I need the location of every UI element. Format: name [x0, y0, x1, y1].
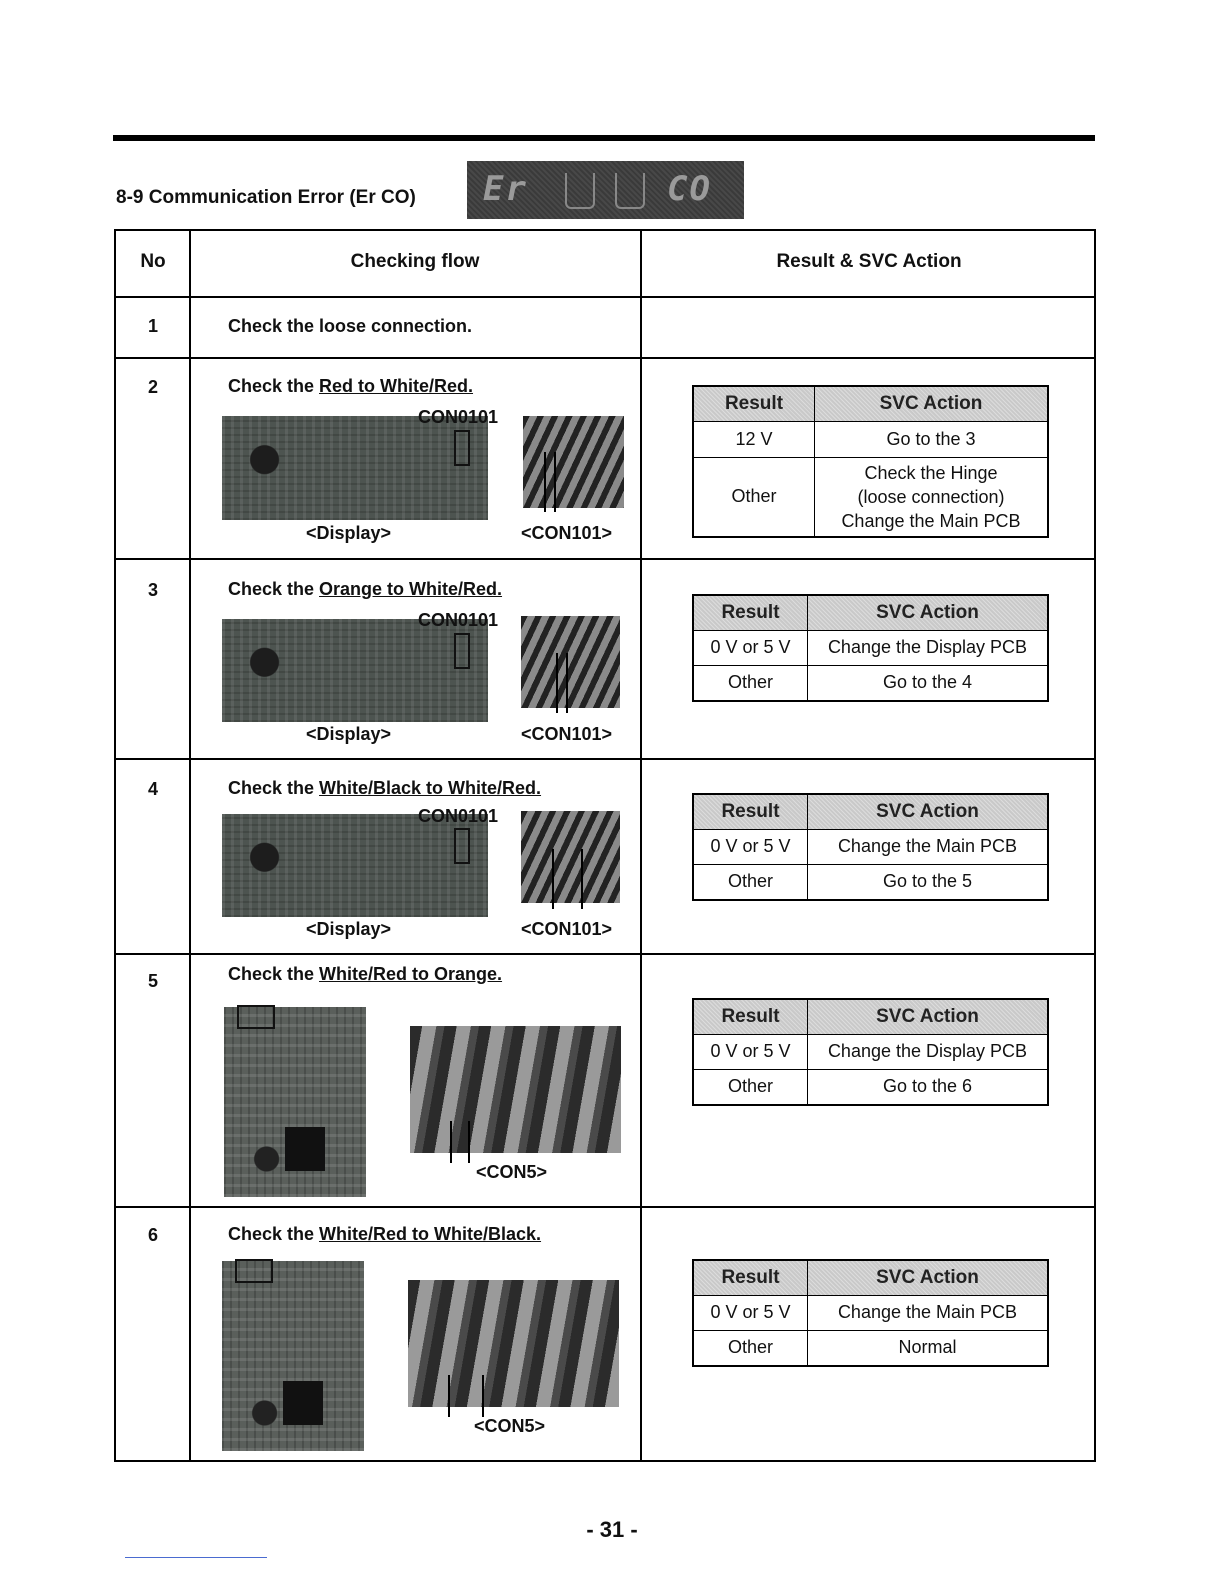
row-5-instruction: Check the White/Red to Orange.: [228, 964, 503, 984]
result-table-4: [692, 793, 1049, 901]
connector-highlight: [454, 430, 470, 466]
error-display-image: [467, 161, 744, 219]
display-caption: <Display>: [306, 523, 392, 543]
row-3-number: 3: [147, 580, 158, 600]
header-checking-flow: Checking flow: [350, 251, 480, 272]
result-head: Result: [693, 1260, 808, 1295]
action-value: Normal: [808, 1330, 1049, 1366]
row-4-instruction: Check the White/Black to White/Red.: [228, 778, 542, 798]
row-1-instruction: Check the loose connection.: [228, 316, 473, 336]
action-value: Change the Main PCB: [808, 829, 1049, 864]
ice-cup-icon: [615, 173, 645, 209]
display-code-right: CO: [667, 169, 712, 209]
action-value: Change the Main PCB: [808, 1295, 1049, 1330]
result-table-2: [692, 385, 1049, 538]
con5-photo: [410, 1026, 621, 1153]
action-value: Go to the 4: [808, 665, 1049, 701]
con0101-label: CON0101: [418, 610, 499, 630]
con101-caption: <CON101>: [521, 523, 613, 543]
display-pcb-photo: [222, 619, 488, 722]
result-value: Other: [693, 665, 808, 701]
result-value: 0 V or 5 V: [693, 829, 808, 864]
section-title: 8-9 Communication Error (Er CO): [116, 187, 416, 208]
row-6-number: 6: [147, 1225, 158, 1245]
result-head: Result: [693, 386, 815, 421]
action-head: SVC Action: [815, 386, 1049, 421]
con5-caption: <CON5>: [476, 1162, 548, 1182]
result-value: 0 V or 5 V: [693, 1034, 808, 1069]
action-value: Go to the 6: [808, 1069, 1049, 1105]
action-head: SVC Action: [808, 999, 1049, 1034]
con101-photo: [521, 616, 620, 708]
action-value: Change the Display PCB: [808, 630, 1049, 665]
con0101-label: CON0101: [418, 806, 499, 826]
result-value: Other: [693, 1069, 808, 1105]
result-value: Other: [693, 1330, 808, 1366]
display-caption: <Display>: [306, 919, 392, 939]
connector-highlight: [237, 1005, 275, 1029]
result-head: Result: [693, 999, 808, 1034]
con101-photo: [521, 811, 620, 903]
cup-icon: [565, 173, 595, 209]
row-6-instruction: Check the White/Red to White/Black.: [228, 1224, 542, 1244]
row-2-instruction: Check the Red to White/Red.: [228, 376, 474, 396]
action-value: Go to the 3: [815, 421, 1049, 457]
display-caption: <Display>: [306, 724, 392, 744]
action-head: SVC Action: [808, 794, 1049, 829]
con101-caption: <CON101>: [521, 919, 613, 939]
checking-flow-table: [114, 229, 1096, 1462]
page-number: - 31 -: [586, 1517, 638, 1542]
display-pcb-photo: [222, 416, 488, 520]
con101-photo: [523, 416, 624, 508]
con5-caption: <CON5>: [474, 1416, 546, 1436]
row-4-number: 4: [147, 779, 158, 799]
result-head: Result: [693, 794, 808, 829]
row-5-number: 5: [147, 971, 158, 991]
row-1-number: 1: [147, 316, 158, 336]
connector-highlight: [454, 828, 470, 864]
action-head: SVC Action: [808, 595, 1049, 630]
header-result: Result & SVC Action: [776, 251, 962, 272]
header-no: No: [140, 251, 166, 272]
action-value: Check the Hinge (loose connection) Change the Main PCB: [815, 457, 1049, 537]
connector-highlight: [454, 633, 470, 669]
connector-highlight: [235, 1259, 273, 1283]
result-value: 0 V or 5 V: [693, 1295, 808, 1330]
con101-caption: <CON101>: [521, 724, 613, 744]
main-pcb-photo: [222, 1261, 364, 1451]
action-value: Change the Display PCB: [808, 1034, 1049, 1069]
result-value: Other: [693, 864, 808, 900]
result-table-3: [692, 594, 1049, 702]
result-table-6: [692, 1259, 1049, 1367]
display-pcb-photo: [222, 814, 488, 917]
row-2-number: 2: [147, 377, 158, 397]
con5-photo: [408, 1280, 619, 1407]
row-3-instruction: Check the Orange to White/Red.: [228, 579, 503, 599]
con0101-label: CON0101: [418, 407, 499, 427]
top-rule: [113, 135, 1095, 141]
result-value: 0 V or 5 V: [693, 630, 808, 665]
main-pcb-photo: [224, 1007, 366, 1197]
action-head: SVC Action: [808, 1260, 1049, 1295]
result-head: Result: [693, 595, 808, 630]
result-table-5: [692, 998, 1049, 1106]
action-value: Go to the 5: [808, 864, 1049, 900]
result-value: 12 V: [693, 421, 815, 457]
display-code-left: Er: [483, 169, 528, 209]
result-value: Other: [693, 457, 815, 537]
footer-link-rule: [125, 1557, 267, 1558]
